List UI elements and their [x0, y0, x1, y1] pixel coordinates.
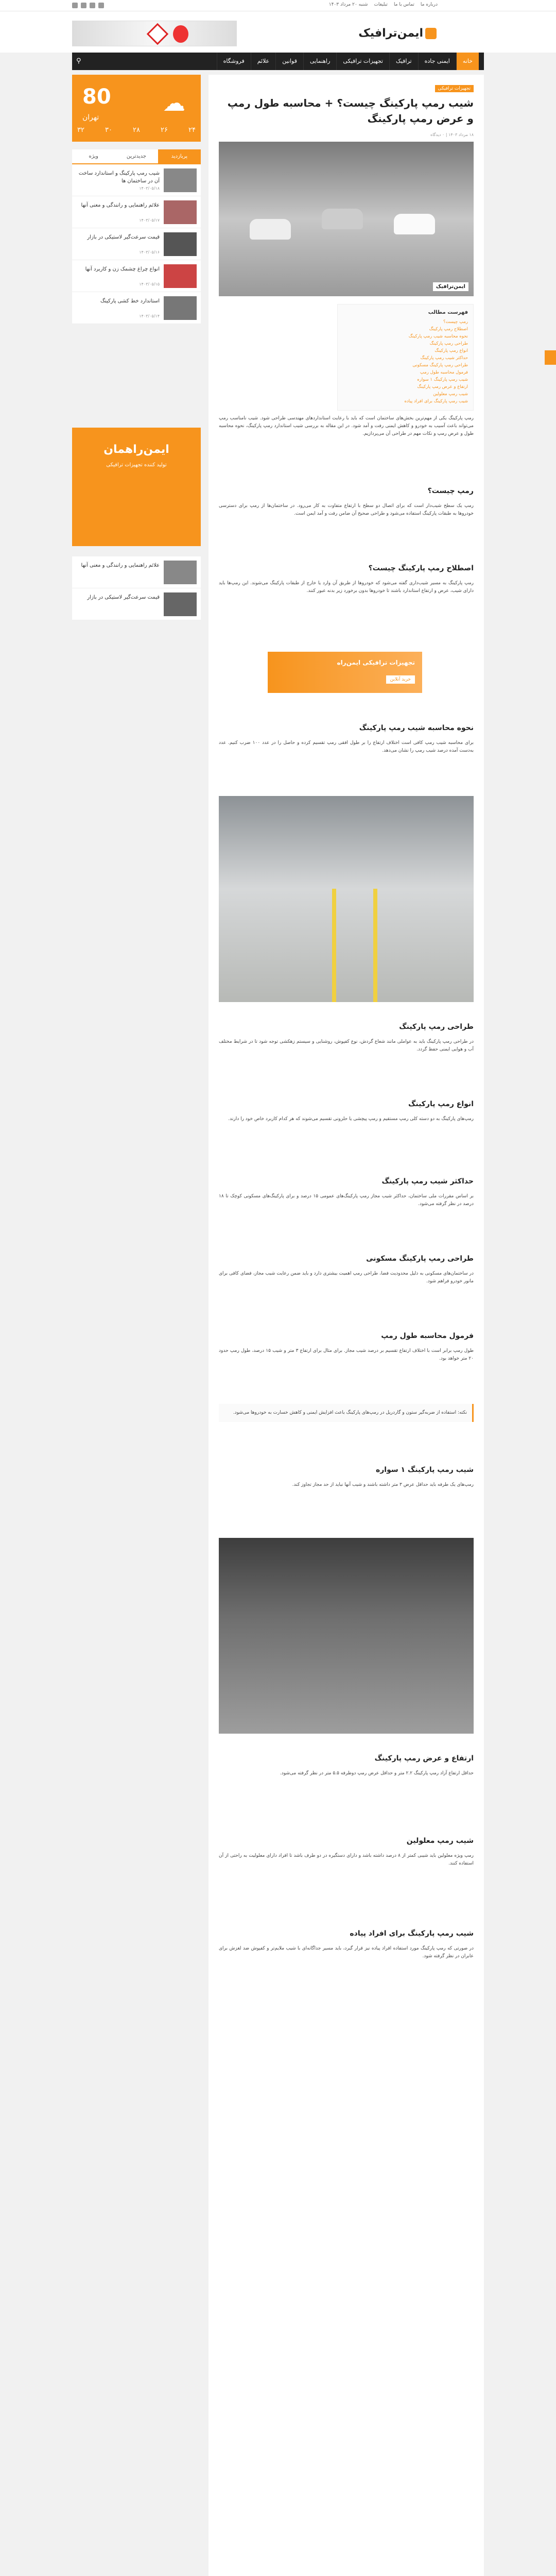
car-shape [250, 219, 291, 240]
section-paragraph: حداقل ارتفاع آزاد رمپ پارکینگ ۲.۲ متر و حداقل عرض رمپ دوطرفه ۵.۵ متر در نظر گرفته می‌شود. [280, 1771, 474, 1776]
section-heading: طراحی رمپ پارکینگ مسکونی [366, 1255, 474, 1263]
section-paragraph: رمپ ویژه معلولین باید شیبی کمتر از ۸ درصد داشته باشد و دارای دستگیره در دو طرف باشد تا افراد دارای معلولیت به راحتی از آن استفاده کنند. [219, 1853, 474, 1866]
widget-tabs [72, 149, 201, 164]
buy-online-button[interactable]: خرید آنلاین [386, 675, 415, 684]
main-navigation [72, 53, 484, 70]
list-item[interactable]: علائم راهنمایی و رانندگی و معنی آنها [72, 556, 201, 588]
top-date: شنبه ۲۰ مرداد ۱۴۰۳ [328, 2, 368, 7]
twitter-icon[interactable] [90, 3, 95, 8]
top-links [329, 2, 438, 7]
forecast-day: ۲۸ [133, 126, 140, 134]
section-paragraph: در طراحی رمپ پارکینگ باید به عواملی مانند شعاع گردش، نوع کفپوش، روشنایی و سیستم زهکشی توجه شود تا در شرایط مختلف آب و هوایی ایمنی حفظ گردد. [219, 1039, 474, 1052]
section-paragraph: برای محاسبه شیب رمپ کافی است اختلاف ارتفاع را بر طول افقی رمپ تقسیم کرده و حاصل را در عدد ۱۰۰ ضرب کنیم. عدد به‌دست آمده درصد شیب رمپ را نشان می‌دهد. [219, 740, 474, 753]
facebook-icon[interactable] [98, 3, 104, 8]
section-heading: رمپ چیست؟ [427, 487, 474, 495]
car-shape [394, 214, 435, 234]
post-thumbnail [164, 168, 197, 192]
article-image [219, 796, 474, 1002]
section-paragraph: در ساختمان‌های مسکونی به دلیل محدودیت فضا، طراحی رمپ اهمیت بیشتری دارد و باید ضمن رعایت شیب مجاز، فضای کافی برای مانور خودرو فراهم شود. [219, 1271, 474, 1284]
top-link[interactable]: تماس با ما [393, 2, 414, 7]
section-heading: طراحی رمپ پارکینگ [399, 1023, 474, 1031]
section-heading: انواع رمپ پارکینگ [408, 1100, 474, 1108]
toc-item[interactable]: نحوه محاسبه شیب رمپ پارکینگ [408, 334, 468, 339]
forecast-day: ۳۰ [105, 126, 112, 134]
section-paragraph: بر اساس مقررات ملی ساختمان، حداکثر شیب مجاز رمپ پارکینگ‌های عمومی ۱۵ درصد و برای پارکینگ‌های مسکونی کوچک تا ۱۸ درصد در نظر گرفته می‌شود. [219, 1194, 474, 1207]
nav-item[interactable]: تجهیزات ترافیکی [336, 53, 389, 70]
weather-city: تهران [82, 113, 99, 122]
toc-item[interactable]: طراحی رمپ پارکینگ [429, 341, 468, 346]
toc-item[interactable]: شیب رمپ پارکینگ برای افراد پیاده [404, 399, 468, 404]
site-header [0, 11, 556, 53]
post-thumbnail [164, 232, 197, 256]
nav-item[interactable]: قوانین [275, 53, 303, 70]
list-item[interactable]: انواع چراغ چشمک زن و کاربرد آنها ۱۴۰۳/۰۵/۱۵ [72, 260, 201, 292]
weather-temperature: 80 [82, 85, 111, 109]
list-item[interactable]: استاندارد خط کشی پارکینگ ۱۴۰۳/۰۵/۱۴ [72, 292, 201, 324]
nav-item-home[interactable]: خانه [456, 53, 479, 70]
post-thumbnail [164, 592, 197, 616]
article-intro: رمپ پارکینگ یکی از مهم‌ترین بخش‌های ساختمان است که باید با رعایت استانداردهای مهندسی طراحی شود. شیب نامناسب رمپ می‌تواند باعث آسیب به خودرو و کاهش ایمنی رفت و آمد شود. در این مقاله به بررسی شیب استاندارد رمپ پارکینگ، نحوه محاسبه طول و عرض رمپ و نکات مهم در طراحی آن می‌پردازیم. [219, 416, 474, 436]
note-box: نکته: استفاده از ضربه‌گیر ستون و گاردریل در رمپ‌های پارکینگ باعث افزایش ایمنی و کاهش خسارت به خودروها می‌شود. [219, 1404, 474, 1422]
forecast-day: ۲۴ [188, 126, 196, 134]
search-icon[interactable]: ⚲ [76, 57, 81, 65]
toc-item[interactable]: طراحی رمپ پارکینگ مسکونی [412, 363, 468, 368]
sidebar-small-widget [72, 556, 201, 620]
list-item[interactable]: قیمت سرعت‌گیر لاستیکی در بازار [72, 588, 201, 620]
list-item[interactable]: علائم راهنمایی و رانندگی و معنی آنها ۱۴۰۳/۰۵/۱۷ [72, 196, 201, 228]
warning-sign-icon [147, 23, 168, 45]
section-paragraph: رمپ پارکینگ به مسیر شیب‌داری گفته می‌شود که خودروها از طریق آن وارد یا خارج از طبقات پارکینگ می‌شوند. این رمپ‌ها باید دارای شیب، عرض و ارتفاع استاندارد باشند تا خودروها بدون برخورد زیر بدنه عبور کنند. [219, 581, 474, 594]
section-heading: شیب رمپ پارکینگ برای افراد پیاده [350, 1929, 474, 1938]
article-image [219, 1538, 474, 1734]
section-heading: حداکثر شیب رمپ پارکینگ [381, 1177, 474, 1185]
toc-item[interactable]: اصطلاح رمپ پارکینگ [429, 327, 468, 332]
tab-featured[interactable]: ویژه [89, 154, 98, 159]
toc-item[interactable]: فرمول محاسبه طول رمپ [420, 370, 468, 375]
weather-forecast [77, 126, 196, 134]
article-meta: ۱۸ مرداد ۱۴۰۳ | ۰ دیدگاه [430, 132, 474, 137]
category-badge[interactable]: تجهیزات ترافیکی [435, 85, 474, 92]
weather-widget [72, 75, 201, 142]
toc-item[interactable]: رمپ چیست؟ [443, 319, 468, 325]
lane-marking [332, 889, 336, 1002]
sidebar-posts-widget [72, 149, 201, 324]
toc-item[interactable]: حداکثر شیب رمپ پارکینگ [420, 355, 468, 361]
forecast-day: ۳۲ [77, 126, 84, 134]
social-icons [72, 3, 104, 8]
toc-item[interactable]: شیب رمپ معلولین [433, 392, 468, 397]
list-item[interactable]: شیب رمپ پارکینگ و استاندارد ساخت آن در ساختمان ها ۱۴۰۳/۰۵/۱۸ [72, 164, 201, 196]
stop-sign-icon [173, 25, 188, 43]
post-thumbnail [164, 561, 197, 584]
top-link[interactable]: تبلیغات [374, 2, 388, 7]
image-watermark: ایمن‌ترافیک [433, 282, 468, 291]
article-title: شیب رمپ پارکینگ چیست؟ + محاسبه طول رمپ و عرض رمپ پارکینگ [227, 97, 474, 125]
header-banner-ad[interactable] [72, 21, 237, 46]
section-heading: فرمول محاسبه طول رمپ [381, 1332, 474, 1340]
nav-item[interactable]: راهنمایی [303, 53, 336, 70]
instagram-icon[interactable] [81, 3, 86, 8]
section-heading: شیب رمپ پارکینگ ۱ سواره [375, 1466, 474, 1474]
toc-item[interactable]: انواع رمپ پارکینگ [435, 348, 468, 353]
tab-latest[interactable]: جدیدترین [126, 154, 147, 159]
section-heading: شیب رمپ معلولین [406, 1837, 474, 1845]
telegram-icon[interactable] [72, 3, 78, 8]
inline-ad-banner[interactable]: تجهیزات ترافیکی ایمن‌راه خرید آنلاین [268, 652, 422, 693]
nav-item[interactable]: ترافیک [389, 53, 418, 70]
table-of-contents: فهرست مطالب رمپ چیست؟ اصطلاح رمپ پارکینگ نحوه محاسبه شیب رمپ پارکینگ طراحی رمپ پارکینگ انواع رمپ پارکینگ حداکثر شیب رمپ پارکینگ طراحی رمپ پارکینگ مسکونی فرمول محاسبه طول رمپ شیب رمپ پارکینگ ۱ سواره ارتفاع و عرض رمپ پارکینگ شیب رمپ معلولین شیب رمپ پارکینگ برای افراد پیاده [337, 304, 474, 411]
tab-popular[interactable]: پربازدید [158, 149, 201, 163]
lane-marking [373, 889, 377, 1002]
section-heading: اصطلاح رمپ پارکینگ چیست؟ [368, 564, 474, 572]
toc-item[interactable]: شیب رمپ پارکینگ ۱ سواره [417, 377, 468, 382]
section-heading: نحوه محاسبه شیب رمپ پارکینگ [359, 724, 474, 732]
post-thumbnail [164, 264, 197, 288]
article-container [208, 75, 484, 2576]
section-paragraph: در صورتی که رمپ پارکینگ مورد استفاده افراد پیاده نیز قرار گیرد، باید مسیر جداگانه‌ای با شیب ملایم‌تر و کفپوش ضد لغزش برای عابران در نظر گرفته شود. [219, 1946, 474, 1959]
list-item[interactable]: قیمت سرعت‌گیر لاستیکی در بازار ۱۴۰۳/۰۵/۱۶ [72, 228, 201, 260]
sidebar-ad-banner[interactable]: ایمن‌راهمان تولید کننده تجهیزات ترافیکی [72, 428, 201, 546]
toc-item[interactable]: ارتفاع و عرض رمپ پارکینگ [417, 384, 468, 389]
post-thumbnail [164, 296, 197, 320]
forecast-day: ۲۶ [161, 126, 168, 134]
section-heading: ارتفاع و عرض رمپ پارکینگ [374, 1754, 474, 1762]
section-paragraph: طول رمپ برابر است با اختلاف ارتفاع تقسیم بر درصد شیب مجاز. برای مثال برای ارتفاع ۳ متر و شیب ۱۵ درصد، طول رمپ حدود ۲۰ متر خواهد بود. [219, 1348, 474, 1361]
site-logo[interactable]: ایمن‌ترافیک [358, 27, 437, 40]
cloud-icon: ☁ [163, 90, 185, 116]
nav-item[interactable]: علائم [251, 53, 276, 70]
top-link[interactable]: درباره ما [420, 2, 438, 7]
section-paragraph: رمپ یک سطح شیب‌دار است که برای اتصال دو سطح با ارتفاع متفاوت به کار می‌رود. در ساختمان‌ها از رمپ برای دسترسی خودروها به طبقات پارکینگ استفاده می‌شود و طراحی صحیح آن ضامن رفت و آمد ایمن است. [219, 503, 474, 516]
logo-icon [425, 28, 437, 39]
floating-side-tab[interactable] [545, 350, 556, 365]
nav-item[interactable]: فروشگاه [217, 53, 251, 70]
section-paragraph: رمپ‌های پارکینگ به دو دسته کلی رمپ مستقیم و رمپ پیچشی یا حلزونی تقسیم می‌شوند که هر کدام کاربرد خاص خود را دارند. [228, 1116, 474, 1122]
nav-item[interactable]: ایمنی جاده [418, 53, 456, 70]
featured-image [219, 142, 474, 296]
post-thumbnail [164, 200, 197, 224]
section-paragraph: رمپ‌های یک طرفه باید حداقل عرض ۳ متر داشته باشند و شیب آنها نباید از حد مجاز تجاوز کند. [292, 1482, 474, 1487]
car-shape [322, 209, 363, 229]
top-bar [0, 0, 556, 11]
